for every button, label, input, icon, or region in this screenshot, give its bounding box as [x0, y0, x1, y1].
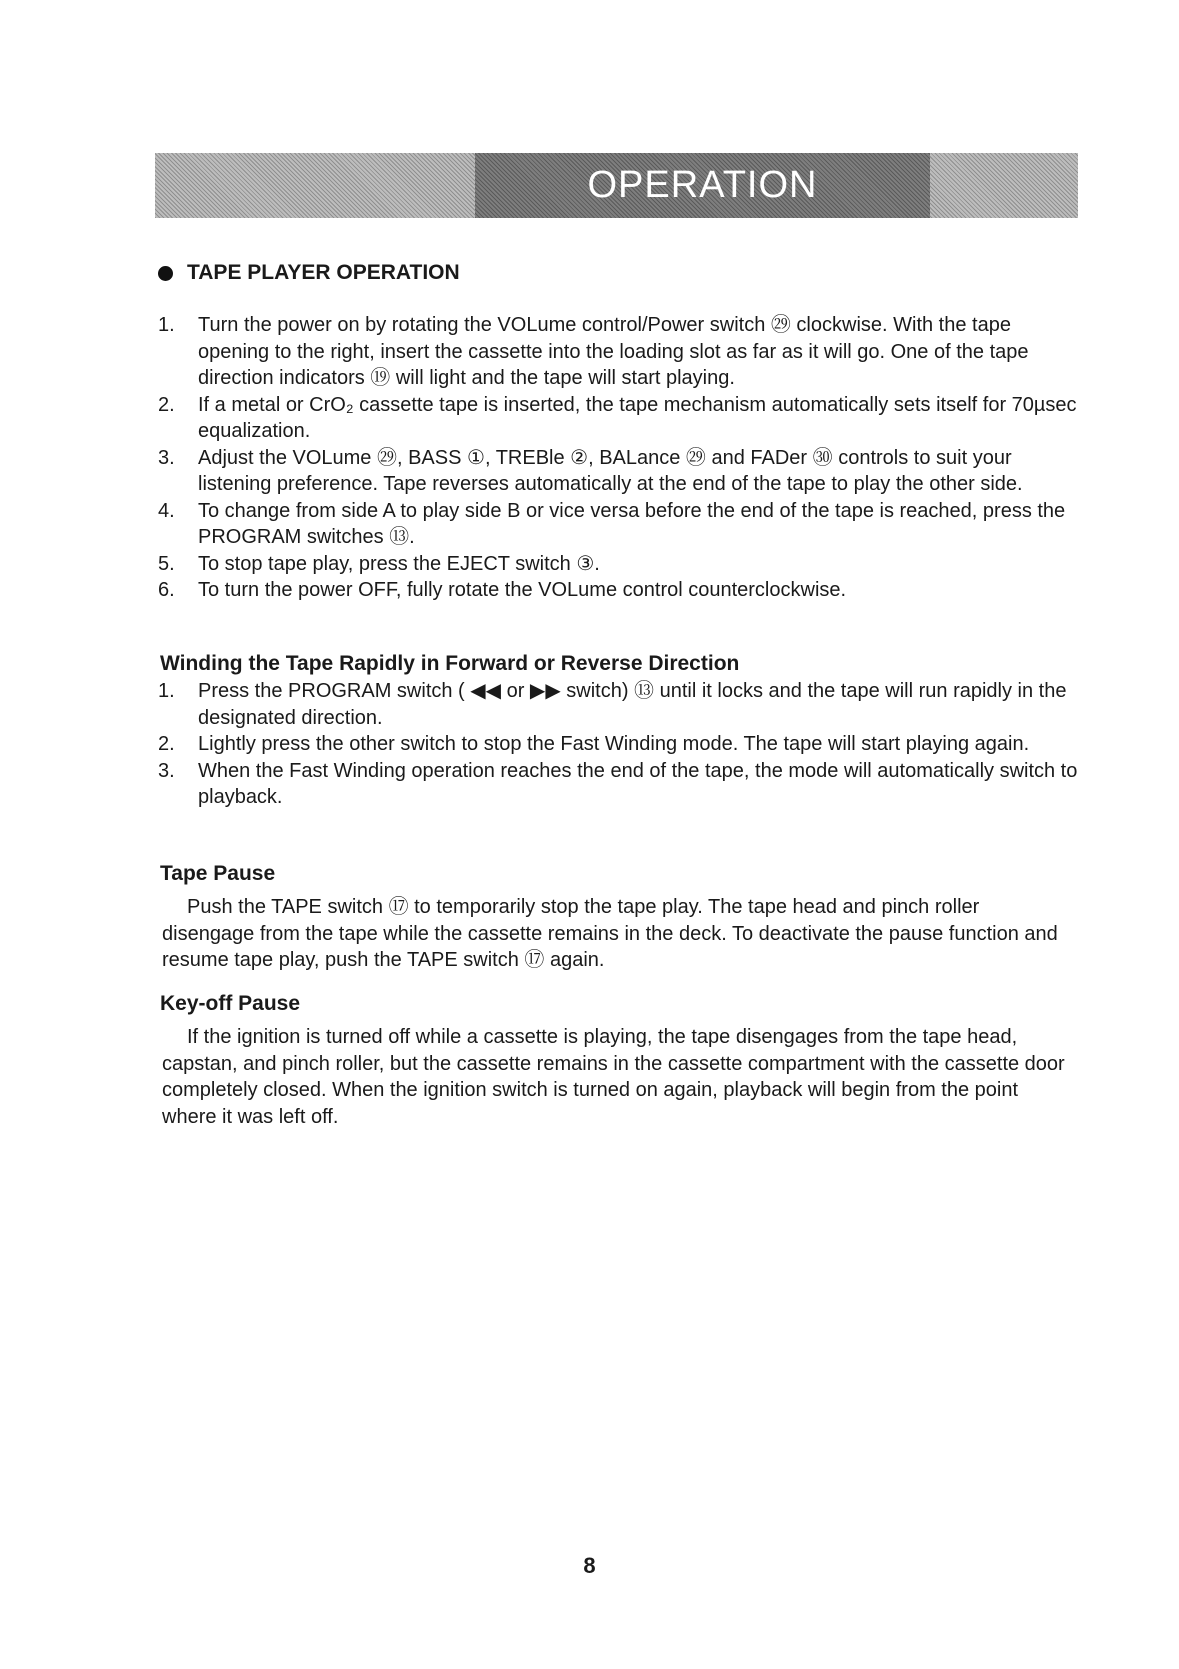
operation-steps: [158, 312, 1078, 604]
keyoff-pause-text: If the ignition is turned off while a cassette is playing, the tape disengages from the tape head, capstan, and pinch roller, but the cassette remains in the cassette compartment with the cassette door completely closed. When the ignition switch is turned on again, playback will begin from the point where it was left off.: [162, 1026, 1065, 1128]
list-item: [158, 678, 1078, 731]
page-number: 8: [583, 1553, 596, 1578]
list-item: [158, 392, 1078, 445]
step-number: 1.: [158, 314, 175, 336]
step-number: 3.: [158, 759, 175, 782]
operation-banner: [155, 153, 1078, 218]
banner-center-block: [475, 153, 930, 218]
step-number: 3.: [158, 446, 175, 469]
winding-steps: [158, 678, 1078, 811]
tape-pause-heading: Tape Pause: [160, 862, 276, 885]
step-text: Turn the power on by rotating the VOLume control/Power switch ㉙ clockwise. With the tape opening to the right, insert the cassette into the loading slot as far as it will go. One of the tape direction indicators ⑲ will light and the tape will start playing.: [198, 314, 1029, 389]
step-number: 2.: [158, 733, 175, 755]
step-text: To change from side A to play side B or vice versa before the end of the tape is reached, press the PROGRAM switches ⑬.: [198, 499, 1066, 548]
banner-title: OPERATION: [587, 164, 818, 206]
list-item: [158, 551, 1078, 578]
step-number: 6.: [158, 579, 175, 601]
keyoff-pause-heading: Key-off Pause: [160, 992, 301, 1015]
step-text: When the Fast Winding operation reaches the end of the tape, the mode will automatically switch to playback.: [198, 759, 1078, 808]
section-heading-text: TAPE PLAYER OPERATION: [187, 261, 460, 284]
step-text: To turn the power OFF, fully rotate the VOLume control counterclockwise.: [198, 579, 847, 601]
step-number: 2.: [158, 393, 175, 416]
tape-pause-text: Push the TAPE switch ⑰ to temporarily stop the tape play. The tape head and pinch roller disengage from the tape while the cassette remains in the deck. To deactivate the pause function and resume tape play, push the TAPE switch ⑰ again.: [162, 896, 1058, 971]
step-text: To stop tape play, press the EJECT switch ③.: [198, 552, 600, 575]
step-number: 1.: [158, 680, 175, 702]
step-number: 5.: [158, 552, 175, 575]
bullet-icon: [158, 266, 173, 281]
list-item: [158, 758, 1078, 811]
section-heading: [158, 261, 460, 285]
step-text: If a metal or CrO₂ cassette tape is inserted, the tape mechanism automatically sets itself for 70µsec equalization.: [198, 393, 1077, 442]
step-number: 4.: [158, 499, 175, 522]
step-text: Adjust the VOLume ㉙, BASS ①, TREBle ②, BALance ㉙ and FADer ㉚ controls to suit your listening preference. Tape reverses automatically at the end of the tape to play the other side.: [198, 446, 1023, 495]
step-text: Press the PROGRAM switch ( ◀◀ or ▶▶ switch) ⑬ until it locks and the tape will run rapidly in the designated direction.: [198, 680, 1067, 729]
list-item: [158, 577, 1078, 604]
list-item: [158, 445, 1078, 498]
step-text: Lightly press the other switch to stop the Fast Winding mode. The tape will start playing again.: [198, 733, 1030, 755]
list-item: [158, 731, 1078, 758]
list-item: [158, 498, 1078, 551]
winding-heading: Winding the Tape Rapidly in Forward or Reverse Direction: [160, 652, 740, 675]
list-item: [158, 312, 1078, 392]
